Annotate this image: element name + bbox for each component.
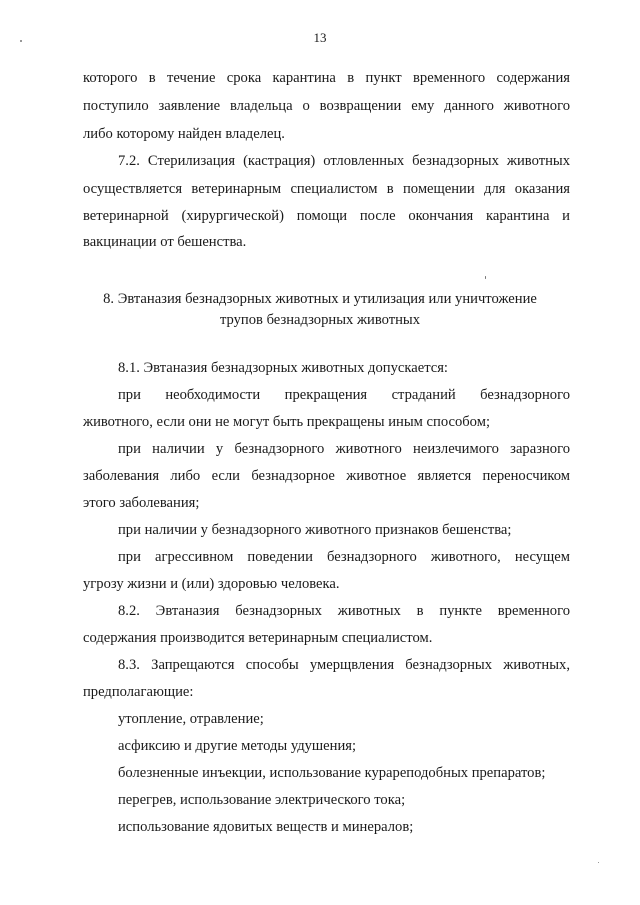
paragraph-line: при наличии у безнадзорного животного признаков бешенства; <box>118 522 512 538</box>
section-heading-line-1: 8. Эвтаназия безнадзорных животных и утилизация или уничтожение <box>103 291 537 307</box>
paragraph-line: животного, если они не могут быть прекращены иным способом; <box>83 414 490 430</box>
paragraph-line: либо которому найден владелец. <box>83 126 285 142</box>
list-item: утопление, отравление; <box>118 711 264 727</box>
paragraph-line: угрозу жизни и (или) здоровью человека. <box>83 576 340 592</box>
paragraph-line: содержания производится ветеринарным специалистом. <box>83 630 433 646</box>
page-number: 13 <box>313 30 327 45</box>
paragraph-line: 8.3. Запрещаются способы умерщвления безнадзорных животных, <box>118 657 570 673</box>
paragraph-line: при агрессивном поведении безнадзорного животного, несущем <box>118 549 570 565</box>
paragraph-line: поступило заявление владельца о возвращении ему данного животного <box>83 98 570 114</box>
paragraph-line: 8.2. Эвтаназия безнадзорных животных в пункте временного <box>118 603 570 619</box>
list-item: перегрев, использование электрического тока; <box>118 792 406 808</box>
paragraph-line: вакцинации от бешенства. <box>83 234 247 250</box>
paragraph-line: этого заболевания; <box>83 495 200 511</box>
paragraph-line: при необходимости прекращения страданий безнадзорного <box>118 387 570 403</box>
paragraph-line: при наличии у безнадзорного животного неизлечимого заразного <box>118 441 570 457</box>
paragraph-line: которого в течение срока карантина в пункт временного содержания <box>83 70 570 86</box>
scan-speck <box>20 40 22 42</box>
paragraph-line: заболевания либо если безнадзорное животное является переносчиком <box>83 468 570 484</box>
list-item: асфиксию и другие методы удушения; <box>118 738 357 754</box>
list-item: болезненные инъекции, использование курареподобных препаратов; <box>118 765 546 781</box>
scan-speck <box>485 276 486 279</box>
paragraph-line: 8.1. Эвтаназия безнадзорных животных допускается: <box>118 360 448 376</box>
paragraph-line: 7.2. Стерилизация (кастрация) отловленных безнадзорных животных <box>118 153 570 169</box>
list-item: использование ядовитых веществ и минералов; <box>118 819 414 835</box>
section-heading-line-2: трупов безнадзорных животных <box>219 312 421 328</box>
paragraph-line: предполагающие: <box>83 684 194 700</box>
scan-speck <box>598 862 599 863</box>
paragraph-line: осуществляется ветеринарным специалистом в помещении для оказания <box>83 181 570 197</box>
paragraph-line: ветеринарной (хирургической) помощи после окончания карантина и <box>83 208 570 224</box>
